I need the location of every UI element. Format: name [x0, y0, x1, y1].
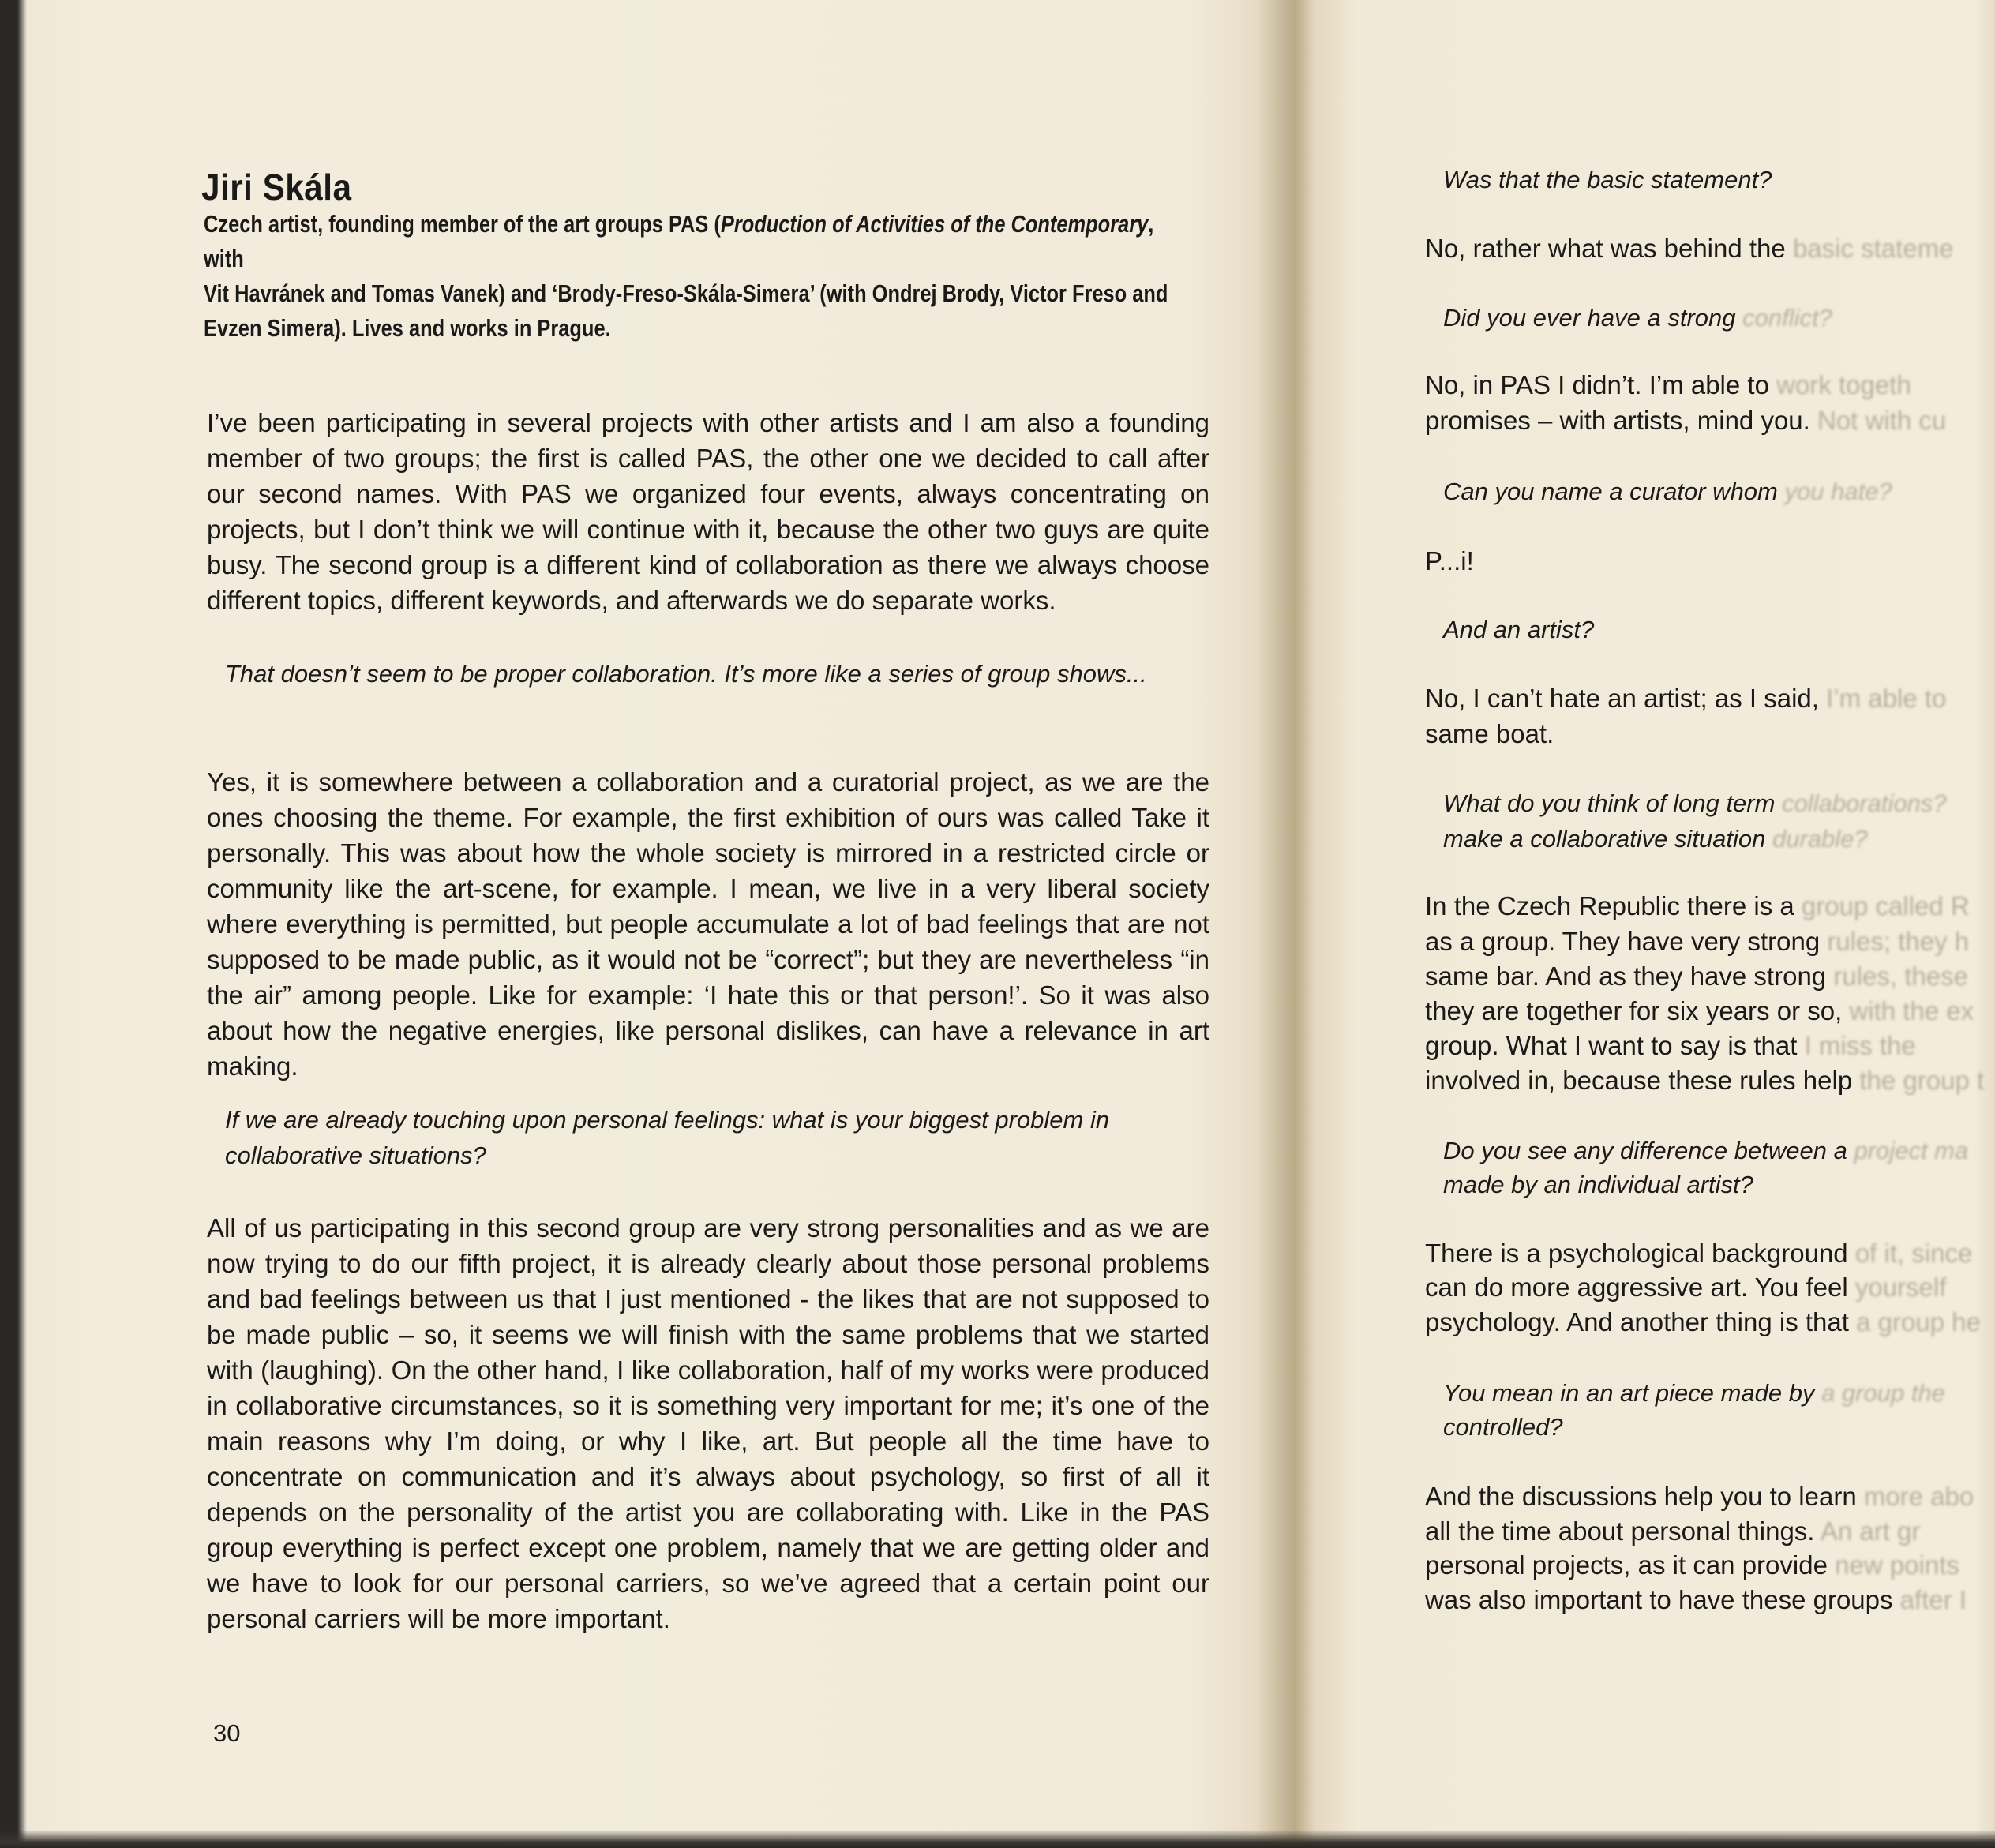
interviewee-name: Jiri Skála [201, 167, 352, 208]
answer-paragraph: I’ve been participating in several projects with other artists and I am also a founding member of two groups; the first is called PAS, the other one we decided to call after our second names. With PAS we organized four events, always concentrating on projects, but I don’t think we will continue with it, because the other two guys are quite busy. The second group is a different kind of collaboration as there we always choose different topics, different keywords, and afterwards we do separate works. [207, 408, 1209, 615]
bottom-edge-shadow [0, 1830, 1995, 1848]
answer-line: as a group. They have very strong rules; they h [1425, 927, 1970, 956]
question-paragraph: That doesn’t seem to be proper collaboration. It’s more like a series of group shows... [225, 660, 1147, 688]
answer-line: group. What I want to say is that I miss the [1425, 1031, 1916, 1060]
answer-line: No, I can’t hate an artist; as I said, I’m able to [1425, 684, 1947, 713]
answer-line: was also important to have these groups after I [1425, 1585, 1967, 1614]
bio-line: Evzen Simera). Lives and works in Prague. [204, 314, 611, 342]
answer-line: promises – with artists, mind you. Not with cu [1425, 406, 1947, 435]
answer-paragraph: All of us participating in this second group are very strong personalities and as we are now trying to do our fifth project, it is already clearly about those personal problems and bad feelings between us that I just mentioned - the likes that are not supposed to be made public – so, it seems we will finish with the same problems that we started with (laughing). On the other hand, I like collaboration, half of my works were produced in collaborative circumstances, so it is something very important for me; it’s one of the main reasons why I’m doing, or why I like, art. But people all the time have to concentrate on communication and it’s always about psychology, so first of all it depends on the personality of the artist you are collaborating with. Like in the PAS group everything is perfect except one problem, namely that we are getting older and we have to look for our personal carriers, so we’ve agreed that a certain point our personal carriers will be more important. [207, 1213, 1209, 1633]
answer-line: all the time about personal things. An art gr [1425, 1516, 1921, 1546]
answer-line: same boat. [1425, 719, 1554, 748]
answer-line: No, rather what was behind the basic stateme [1425, 234, 1954, 263]
answer-line: personal projects, as it can provide new points [1425, 1550, 1959, 1580]
question-line: made by an individual artist? [1443, 1171, 1753, 1198]
question-line: And an artist? [1443, 616, 1595, 643]
question-line: make a collaborative situation durable? [1443, 825, 1868, 853]
bio-line: Czech artist, founding member of the art groups PAS (Production of Activities of the Contemporary, with [204, 210, 1154, 272]
answer-line: No, in PAS I didn’t. I’m able to work togeth [1425, 370, 1911, 399]
answer-paragraph: Yes, it is somewhere between a collaboration and a curatorial project, as we are the ones choosing the theme. For example, the first exhibition of ours was called Take it personally. This was about how the whole society is mirrored in a restricted circle or community like the art-scene, for example. I mean, we live in a very liberal society where everything is permitted, but people accumulate a lot of bad feelings that are not supposed to be made public, as it would not be “correct”; but they are nevertheless “in the air” among people. Like for example: ‘I hate this or that person!’. So it was also about how the negative energies, like personal dislikes, can have a relevance in art making. [207, 767, 1209, 1081]
answer-line: P...i! [1425, 546, 1474, 575]
question-paragraph: If we are already touching upon personal feelings: what is your biggest problem in collaborative situations? [225, 1106, 1110, 1169]
answer-line: psychology. And another thing is that a group he [1425, 1307, 1981, 1336]
question-line: controlled? [1443, 1413, 1563, 1441]
answer-line: In the Czech Republic there is a group called R [1425, 891, 1970, 920]
left-page [197, 0, 1216, 1848]
question-line: Was that the basic statement? [1443, 166, 1772, 193]
page-number: 30 [213, 1719, 241, 1747]
interviewee-bio [204, 207, 1194, 346]
right-page [1413, 0, 1995, 1848]
answer-line: And the discussions help you to learn more abo [1425, 1482, 1974, 1511]
answer-line: same bar. And as they have strong rules, these [1425, 961, 1968, 991]
answer-line: There is a psychological background of it, since [1425, 1239, 1973, 1268]
question-line: Can you name a curator whom you hate? [1443, 478, 1892, 505]
question-line: Did you ever have a strong conflict? [1443, 304, 1832, 332]
answer-line: can do more aggressive art. You feel yourself [1425, 1273, 1947, 1302]
bio-line: Vit Havránek and Tomas Vanek) and ‘Brody-Freso-Skála-Simera’ (with Ondrej Brody, Victor Freso and [204, 279, 1168, 307]
answer-line: involved in, because these rules help the group t [1425, 1066, 1985, 1095]
question-line: What do you think of long term collaborations? [1443, 789, 1947, 817]
question-line: Do you see any difference between a project ma [1443, 1137, 1969, 1164]
answer-line: they are together for six years or so, with the ex [1425, 996, 1974, 1025]
question-line: You mean in an art piece made by a group the [1443, 1379, 1945, 1407]
